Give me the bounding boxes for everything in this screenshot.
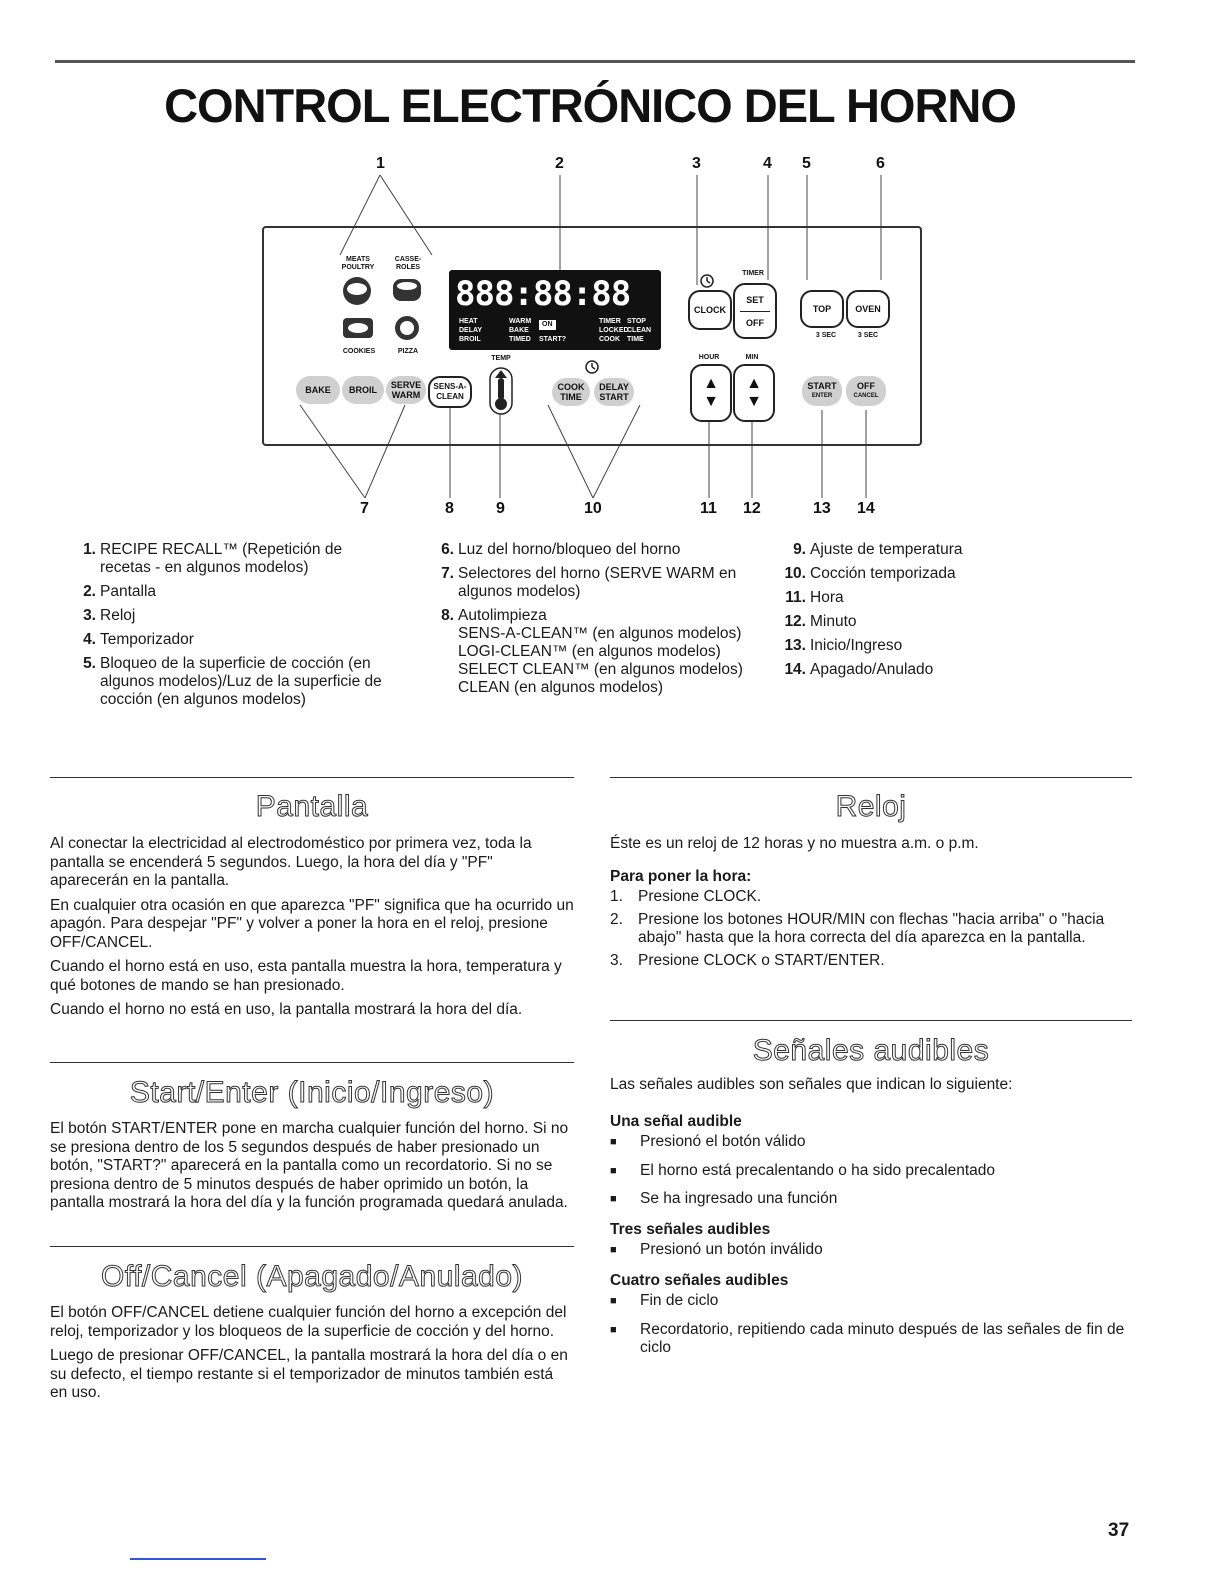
callout-9: 9 (496, 500, 505, 517)
display-stop: STOP (627, 318, 646, 325)
legend-num: 9. (793, 541, 806, 558)
legend-num: 8. (441, 607, 454, 624)
broil-button[interactable]: BROIL (342, 376, 384, 404)
legend-text: Cocción temporizada (810, 565, 956, 582)
display-cook: COOK (599, 336, 620, 343)
legend-text: Pantalla (100, 583, 157, 600)
legend-num: 4. (83, 631, 96, 648)
legend-num: 13. (784, 637, 806, 654)
legend-text: Bloqueo de la superficie de cocción (en algunos modelos)/Luz de la superficie de cocción (en algunos modelos) (100, 655, 382, 708)
off-cancel-heading: Off/Cancel (Apagado/Anulado) (100, 1260, 524, 1293)
display-bake: BAKE (509, 327, 529, 334)
section-rule (610, 777, 1132, 778)
legend-text: Inicio/Ingreso (810, 637, 903, 654)
legend-text: Hora (810, 589, 844, 606)
display (449, 270, 661, 350)
off-cancel-text (50, 1304, 574, 1409)
arrow-down-icon[interactable]: ▼ (703, 393, 719, 410)
senales-heading: Señales audibles (752, 1034, 990, 1067)
display-clean: CLEAN (627, 327, 652, 334)
legend-num: 10. (784, 565, 806, 582)
legend-col-2 (432, 541, 752, 697)
min-button[interactable] (733, 364, 775, 422)
legend-text: RECIPE RECALL™ (Repetición de recetas - en algunos modelos) (100, 541, 343, 576)
bullet-item (610, 1321, 1132, 1358)
bake-button[interactable]: BAKE (296, 376, 340, 404)
bullet-icon: ■ (610, 1295, 617, 1307)
reloj-subheading: Para poner la hora: (610, 867, 752, 885)
callout-14: 14 (857, 500, 875, 517)
paragraph: Cuando el horno está en uso, esta pantalla muestra la hora, temperatura y qué botones de mando se han presionado. (50, 958, 562, 994)
legend-text: Minuto (810, 613, 857, 630)
arrow-up-icon[interactable]: ▲ (746, 375, 762, 392)
pantalla-text (50, 835, 574, 1026)
bullet-item (610, 1190, 1132, 1209)
bullet-item (610, 1292, 1132, 1311)
paragraph: El botón OFF/CANCEL detiene cualquier función del horno a excepción del reloj, temporizador y los bloqueos de la superficie de cocción y del horno. (50, 1304, 567, 1340)
paragraph: Cuando el horno no está en uso, la pantalla mostrará la hora del día. (50, 1001, 523, 1018)
step-num: 1. (610, 888, 623, 905)
page-title: CONTROL ELECTRÓNICO DEL HORNO (164, 79, 1016, 132)
bullet-text: Presionó un botón inválido (640, 1241, 823, 1258)
display-on: ON (539, 320, 556, 330)
lock-3sec-2-label: 3 SEC (857, 332, 879, 339)
callout-7: 7 (360, 500, 369, 517)
legend-item (784, 589, 1104, 607)
section-rule (610, 1020, 1132, 1021)
legend-text: Ajuste de temperatura (810, 541, 963, 558)
legend-num: 12. (784, 613, 806, 630)
legend-col-3 (784, 541, 1104, 685)
step (610, 952, 1132, 971)
legend-item (784, 541, 1104, 559)
serve-warm-button[interactable]: SERVE WARM (386, 376, 426, 404)
legend-sub: LOGI-CLEAN™ (en algunos modelos) (458, 643, 721, 660)
bullet-icon: ■ (610, 1164, 617, 1177)
legend-item (432, 565, 752, 601)
set-label: SET (746, 294, 764, 305)
display-time: TIME (627, 336, 644, 343)
callout-6: 6 (876, 155, 885, 172)
step-num: 3. (610, 951, 623, 969)
legend-item (784, 661, 1104, 679)
legend-num: 5. (83, 655, 96, 672)
callout-13: 13 (813, 500, 831, 517)
section-rule (50, 1062, 574, 1063)
bullet-icon: ■ (610, 1244, 617, 1256)
legend-item (432, 541, 752, 559)
delay-start-button[interactable]: DELAY START (594, 378, 634, 406)
bullet-text: Fin de ciclo (640, 1292, 719, 1309)
legend-text: Apagado/Anulado (810, 661, 934, 678)
step (610, 911, 1132, 948)
legend-num: 6. (441, 541, 454, 558)
paragraph: Luego de presionar OFF/CANCEL, la pantalla mostrará la hora del día o en su defecto, el tiempo restante si el temporizador de minutos también está en uso. (50, 1347, 568, 1401)
display-delay: DELAY (459, 327, 483, 334)
legend-num: 2. (83, 583, 96, 600)
legend-text: Selectores del horno (SERVE WARM en algunos modelos) (458, 565, 737, 600)
legend-item (74, 583, 394, 601)
legend-num: 11. (785, 589, 806, 606)
callout-4: 4 (763, 155, 772, 172)
clock-button[interactable]: CLOCK (688, 290, 732, 330)
senales-text (610, 1076, 1132, 1368)
section-rule (50, 777, 574, 778)
bullet-text: Se ha ingresado una función (640, 1190, 838, 1207)
sens-a-clean-button[interactable]: SENS-A- CLEAN (428, 376, 472, 408)
step-text: Presione los botones HOUR/MIN con flechas "hacia arriba" o "hacia abajo" hasta que la hora correcta del día aparezca en la pantalla. (638, 910, 1105, 946)
temp-label: TEMP (491, 355, 511, 362)
reloj-heading: Reloj (835, 790, 907, 823)
cook-time-button[interactable]: COOK TIME (552, 378, 590, 406)
legend-sub: SENS-A-CLEAN™ (en algunos modelos) (458, 625, 742, 642)
reloj-text (610, 835, 1132, 974)
legend-col-1 (74, 541, 394, 715)
start-enter-button[interactable] (802, 376, 842, 406)
off-label: OFF (746, 317, 764, 328)
cookies-label[interactable]: COOKIES (342, 348, 376, 355)
display-locked: LOCKED (599, 327, 629, 334)
timer-label: TIMER (742, 270, 764, 277)
timer-set-off-button[interactable] (733, 283, 777, 339)
casseroles-label[interactable]: CASSE-ROLES (394, 256, 422, 271)
callout-3: 3 (692, 155, 701, 172)
step-num: 2. (610, 910, 623, 928)
page-number: 37 (1108, 1520, 1130, 1541)
divider (740, 311, 770, 312)
legend-item (784, 637, 1104, 655)
bullet-icon: ■ (610, 1136, 617, 1148)
off-cancel-label-1: OFF (857, 381, 875, 391)
bullet-icon: ■ (610, 1323, 617, 1336)
legend-num: 7. (441, 565, 454, 582)
legend-num: 3. (83, 607, 96, 624)
paragraph: Al conectar la electricidad al electrodoméstico por primera vez, toda la pantalla se encenderá 5 segundos. Luego, la hora del día y "PF" aparecerán en la pantalla. (50, 835, 532, 889)
legend-item (74, 655, 394, 709)
start-label: START (807, 381, 837, 391)
legend-sub: CLEAN (en algunos modelos) (458, 679, 664, 696)
paragraph: En cualquier otra ocasión en que aparezca "PF" significa que ha ocurrido un apagón. Para despejar "PF" y volver a poner la hora en el reloj, presione OFF/CANCEL. (50, 896, 574, 951)
callout-2: 2 (555, 155, 564, 172)
legend-text: Autolimpieza (458, 607, 547, 624)
legend-sub: SELECT CLEAN™ (en algunos modelos) (458, 661, 743, 678)
step-text: Presione CLOCK. (638, 888, 762, 905)
pizza-label[interactable]: PIZZA (397, 348, 419, 355)
paragraph: Éste es un reloj de 12 horas y no muestra a.m. o p.m. (610, 835, 979, 852)
tres-title: Tres señales audibles (610, 1220, 771, 1238)
bullet-text: Presionó el botón válido (640, 1133, 806, 1150)
legend-text: Reloj (100, 607, 136, 624)
callout-12: 12 (743, 500, 761, 517)
meats-poultry-label[interactable]: MEATS POULTRY (341, 256, 375, 271)
legend-num: 14. (784, 661, 806, 678)
bullet-icon: ■ (610, 1193, 617, 1205)
legend-item (74, 631, 394, 649)
hour-button[interactable] (690, 364, 732, 422)
hour-label: HOUR (698, 354, 720, 361)
display-timed: TIMED (509, 336, 531, 343)
start-enter-text (50, 1120, 574, 1219)
paragraph: Las señales audibles son señales que indican lo siguiente: (610, 1076, 1013, 1093)
section-rule (50, 1246, 574, 1247)
cuatro-title: Cuatro señales audibles (610, 1271, 789, 1289)
bullet-text: El horno está precalentando o ha sido precalentado (640, 1161, 996, 1179)
off-cancel-label-2: CANCEL (853, 393, 879, 399)
display-heat: HEAT (459, 318, 478, 325)
callout-1: 1 (376, 155, 385, 172)
legend-num: 1. (83, 541, 96, 558)
paragraph: El botón START/ENTER pone en marcha cualquier función del horno. Si no se presiona dentro de los 5 segundos después de haber presionado un botón, "START?" aparecerá en la pantalla como un recordatorio. Si no se presiona dentro de 5 minutos después de haber oprimido un botón, la pantalla mostrará la hora del día y la función programada quedará anulada. (50, 1120, 569, 1211)
legend-item (432, 607, 752, 625)
legend-text: Temporizador (100, 631, 194, 648)
callout-8: 8 (445, 500, 454, 517)
legend-item (784, 565, 1104, 583)
legend-item (784, 613, 1104, 631)
legend-text: Luz del horno/bloqueo del horno (458, 541, 681, 558)
arrow-down-icon[interactable]: ▼ (746, 393, 762, 410)
step-text: Presione CLOCK o START/ENTER. (638, 951, 885, 969)
display-timer: TIMER (599, 318, 621, 325)
callout-10: 10 (584, 500, 602, 517)
legend-item (74, 541, 394, 577)
bullet-item (610, 1241, 1132, 1260)
bullet-item (610, 1162, 1132, 1181)
bullet-text: Recordatorio, repitiendo cada minuto después de las señales de fin de ciclo (640, 1320, 1125, 1356)
display-start: START? (539, 336, 567, 343)
arrow-up-icon[interactable]: ▲ (703, 375, 719, 392)
top-light-button[interactable]: TOP (800, 290, 844, 328)
pantalla-heading: Pantalla (255, 790, 369, 823)
min-label: MIN (745, 354, 759, 361)
enter-label: ENTER (811, 393, 833, 399)
callout-11: 11 (700, 500, 717, 517)
link-underline (130, 1558, 266, 1560)
display-broil: BROIL (459, 336, 481, 343)
start-enter-heading: Start/Enter (Inicio/Ingreso) (129, 1076, 495, 1109)
legend-item (74, 607, 394, 625)
oven-light-button[interactable]: OVEN (846, 290, 890, 328)
display-warm: WARM (509, 318, 532, 325)
una-title: Una señal audible (610, 1112, 742, 1130)
display-digits: 888:88:88 (455, 274, 631, 314)
bullet-item (610, 1133, 1132, 1152)
step (610, 888, 1132, 907)
off-cancel-button[interactable] (846, 376, 886, 406)
lock-3sec-1-label: 3 SEC (815, 332, 837, 339)
callout-5: 5 (802, 155, 811, 172)
